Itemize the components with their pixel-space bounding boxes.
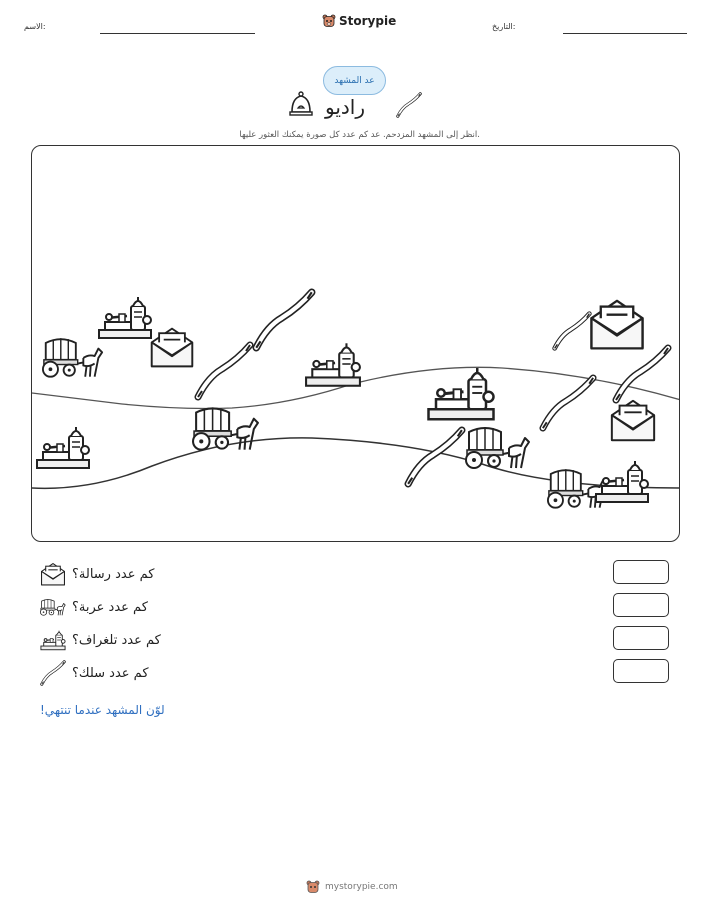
wagon-icon (42, 334, 104, 380)
envelope-icon (40, 561, 66, 587)
footer-url[interactable]: mystorypie.com (325, 882, 398, 892)
date-label: التاريخ: (492, 22, 516, 31)
telegraph-icon (304, 340, 362, 388)
wire-icon (194, 341, 254, 401)
wire-icon (552, 306, 592, 356)
telegraph-icon (40, 627, 66, 653)
wagon-icon (465, 424, 531, 470)
storypie-logo (322, 14, 396, 28)
bear-icon (322, 14, 336, 28)
question-text: كم عدد تلغراف؟ (72, 633, 161, 648)
wire-icon (396, 92, 422, 118)
envelope-icon (149, 324, 195, 370)
wire-icon (539, 374, 597, 432)
logo-text: Storypie (339, 14, 397, 28)
counting-scene (31, 145, 680, 542)
answer-box[interactable] (613, 659, 669, 683)
name-label: الاسم: (24, 22, 46, 31)
telegraph-icon (594, 458, 650, 504)
bell-icon (286, 90, 316, 120)
instructions: انظر إلى المشهد المزدحم. عد كم عدد كل صورة يمكنك العثور عليها. (239, 130, 480, 140)
answer-box[interactable] (613, 626, 669, 650)
bear-icon (306, 880, 320, 894)
envelope-icon (609, 396, 657, 444)
question-row (40, 594, 670, 622)
date-line[interactable] (563, 33, 687, 34)
question-text: كم عدد رسالة؟ (72, 567, 155, 582)
footer (306, 880, 398, 894)
activity-badge: عد المشهد (323, 66, 386, 95)
wagon-icon (192, 404, 260, 452)
name-line[interactable] (100, 33, 255, 34)
answer-box[interactable] (613, 593, 669, 617)
question-row (40, 627, 670, 655)
telegraph-icon (426, 364, 496, 422)
wire-icon (404, 426, 466, 488)
question-row (40, 660, 670, 688)
question-text: كم عدد عربة؟ (72, 600, 148, 615)
question-row (40, 561, 670, 589)
page-title: راديو (325, 95, 366, 119)
color-instruction: لوّن المشهد عندما تنتهي! (40, 703, 165, 717)
telegraph-icon (97, 294, 153, 340)
wire-icon (612, 344, 672, 404)
answer-box[interactable] (613, 560, 669, 584)
question-text: كم عدد سلك؟ (72, 666, 149, 681)
wagon-icon (40, 594, 66, 620)
telegraph-icon (35, 424, 91, 470)
wire-icon (40, 660, 66, 686)
